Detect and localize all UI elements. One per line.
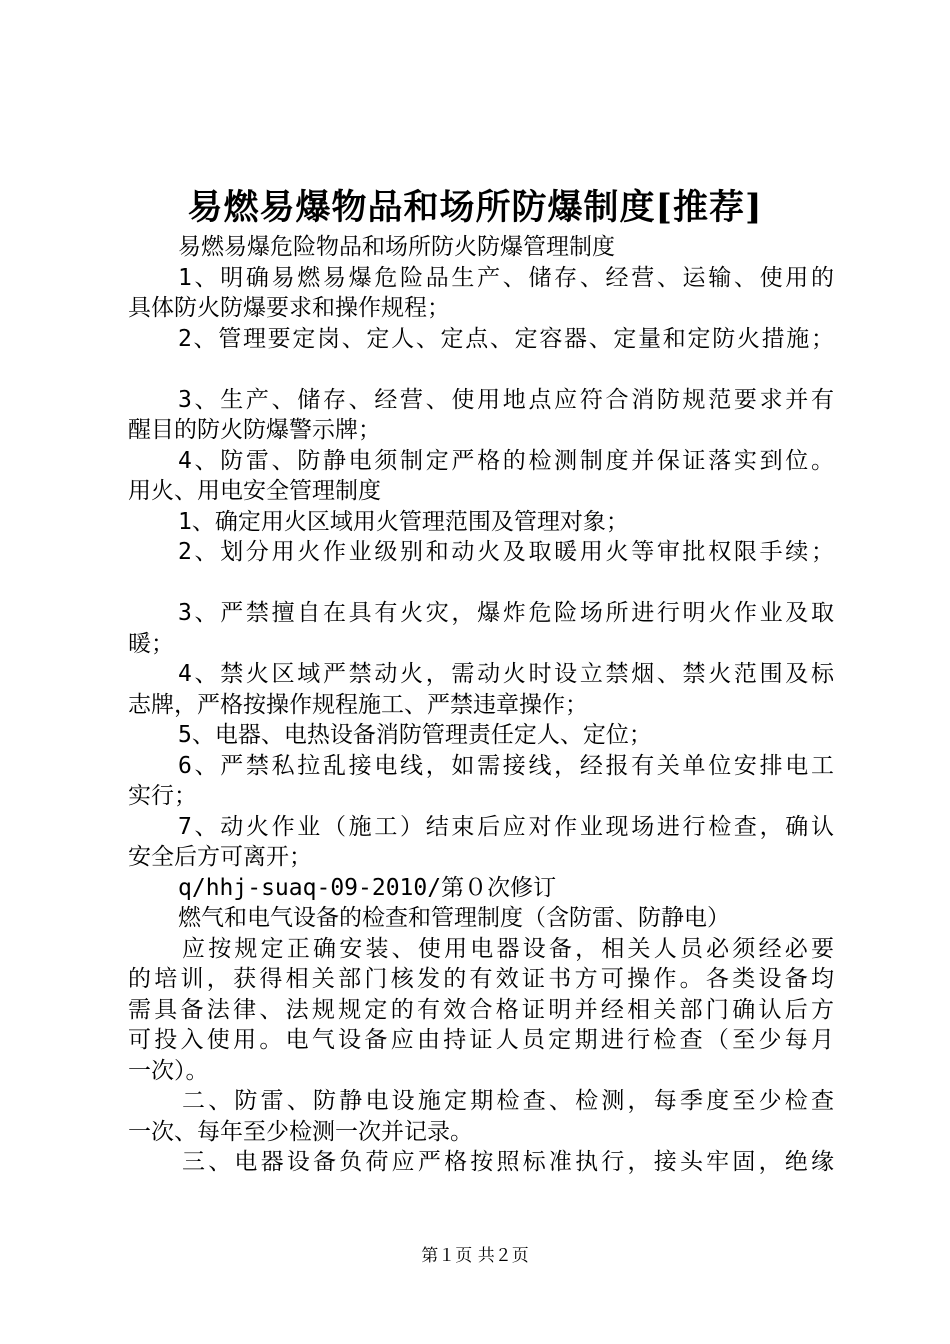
paragraph-line: 三、电器设备负荷应严格按照标准执行，接头牢固，绝缘 xyxy=(182,1149,834,1175)
paragraph-line: 1、明确易燃易爆危险品生产、储存、经营、运输、使用的 xyxy=(178,264,834,291)
paragraph-line: 可投入使用。电气设备应由持证人员定期进行检查（至少每月 xyxy=(128,1027,834,1053)
paragraph-line: 3、严禁擅自在具有火灾，爆炸危险场所进行明火作业及取 xyxy=(178,600,834,626)
paragraph-line: 易燃易爆危险物品和场所防火防爆管理制度 xyxy=(178,234,615,260)
document-body xyxy=(128,232,834,1178)
revision-code: q/hhj-suaq-09-2010/第０次修订 xyxy=(178,874,557,901)
paragraph-line: 实行； xyxy=(128,783,197,809)
page-footer: 第１页 共２页 xyxy=(421,1246,529,1266)
paragraph-line: 一次）。 xyxy=(128,1057,209,1084)
paragraph-line: 1、确定用火区域用火管理范围及管理对象； xyxy=(178,508,629,535)
paragraph-line: 3、生产、储存、经营、使用地点应符合消防规范要求并有 xyxy=(178,386,834,413)
paragraph-line: 志牌，严格按操作规程施工、严禁违章操作； xyxy=(128,691,588,718)
paragraph-line: 6、严禁私拉乱接电线，如需接线，经报有关单位安排电工 xyxy=(178,752,834,779)
paragraph-line: 应按规定正确安装、使用电器设备，相关人员必须经必要 xyxy=(182,935,834,962)
paragraph-line: 暖； xyxy=(128,630,174,657)
blank-line xyxy=(128,568,834,599)
paragraph-line: 2、划分用火作业级别和动火及取暖用火等审批权限手续； xyxy=(178,539,834,565)
paragraph-line: 醒目的防火防爆警示牌； xyxy=(128,417,381,443)
section-heading: 用火、用电安全管理制度 xyxy=(128,478,381,504)
section-heading: 燃气和电气设备的检查和管理制度（含防雷、防静电） xyxy=(178,905,730,931)
paragraph-line: 7、动火作业（施工）结束后应对作业现场进行检查，确认 xyxy=(178,813,834,840)
blank-line xyxy=(128,354,834,385)
paragraph-line: 4、禁火区域严禁动火，需动火时设立禁烟、禁火范围及标 xyxy=(178,661,834,687)
document-title: 易燃易爆物品和场所防爆制度[推荐] xyxy=(187,187,763,228)
paragraph-line: 安全后方可离开； xyxy=(128,844,312,870)
paragraph-line: 需具备法律、法规规定的有效合格证明并经相关部门确认后方 xyxy=(128,996,834,1023)
paragraph-line: 4、防雷、防静电须制定严格的检测制度并保证落实到位。 xyxy=(178,447,834,474)
paragraph-line: 二、防雷、防静电设施定期检查、检测，每季度至少检查 xyxy=(182,1088,834,1114)
paragraph-line: 具体防火防爆要求和操作规程； xyxy=(128,295,450,321)
paragraph-line: 的培训，获得相关部门核发的有效证书方可操作。各类设备均 xyxy=(128,966,834,992)
paragraph-line: 5、电器、电热设备消防管理责任定人、定位； xyxy=(178,722,652,748)
paragraph-line: 一次、每年至少检测一次并记录。 xyxy=(128,1118,473,1145)
paragraph-line: 2、管理要定岗、定人、定点、定容器、定量和定防火措施； xyxy=(178,325,834,352)
